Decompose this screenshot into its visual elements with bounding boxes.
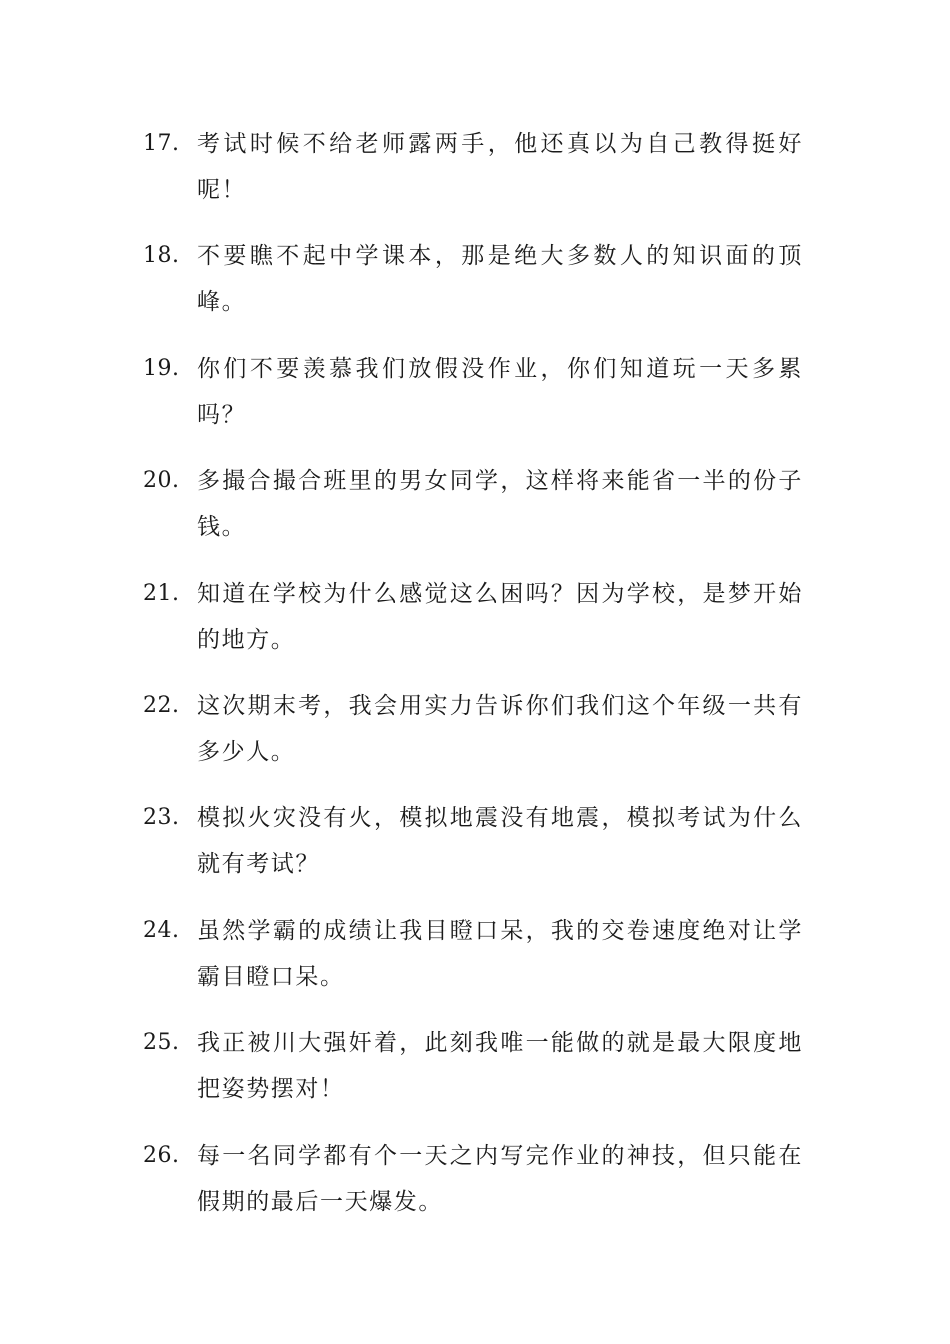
item-text: 每一名同学都有个一天之内写完作业的神技，但只能在假期的最后一天爆发。	[197, 1142, 803, 1215]
item-text: 我正被川大强奸着，此刻我唯一能做的就是最大限度地把姿势摆对！	[197, 1030, 803, 1103]
item-number: 25.	[143, 1030, 180, 1056]
list-item	[143, 571, 803, 683]
item-text: 多撮合撮合班里的男女同学，这样将来能省一半的份子钱。	[197, 468, 803, 541]
item-number: 20.	[143, 468, 180, 494]
item-number: 26.	[143, 1142, 180, 1168]
list-item	[143, 795, 803, 907]
item-number: 21.	[143, 580, 180, 606]
list-item	[143, 458, 803, 570]
list-item	[143, 683, 803, 795]
item-text: 你们不要羡慕我们放假没作业，你们知道玩一天多累吗？	[197, 355, 803, 428]
item-number: 17.	[143, 131, 180, 156]
list-item	[143, 233, 803, 345]
item-text: 这次期末考，我会用实力告诉你们我们这个年级一共有多少人。	[197, 692, 803, 765]
list-item	[143, 1020, 803, 1132]
item-number: 22.	[143, 692, 180, 718]
item-text: 知道在学校为什么感觉这么困吗？因为学校，是梦开始的地方。	[197, 580, 803, 653]
item-text: 不要瞧不起中学课本，那是绝大多数人的知识面的顶峰。	[197, 243, 803, 316]
list-item	[143, 121, 803, 233]
list-item	[143, 1133, 803, 1245]
item-text: 考试时候不给老师露两手，他还真以为自己教得挺好呢！	[197, 131, 803, 203]
item-text: 虽然学霸的成绩让我目瞪口呆，我的交卷速度绝对让学霸目瞪口呆。	[197, 917, 803, 990]
list-item	[143, 908, 803, 1020]
list-item	[143, 346, 803, 458]
item-number: 18.	[143, 243, 180, 269]
item-number: 24.	[143, 917, 180, 943]
numbered-list	[143, 121, 803, 1245]
item-text: 模拟火灾没有火，模拟地震没有地震，模拟考试为什么就有考试？	[197, 805, 803, 878]
item-number: 23.	[143, 805, 180, 831]
item-number: 19.	[143, 355, 180, 381]
